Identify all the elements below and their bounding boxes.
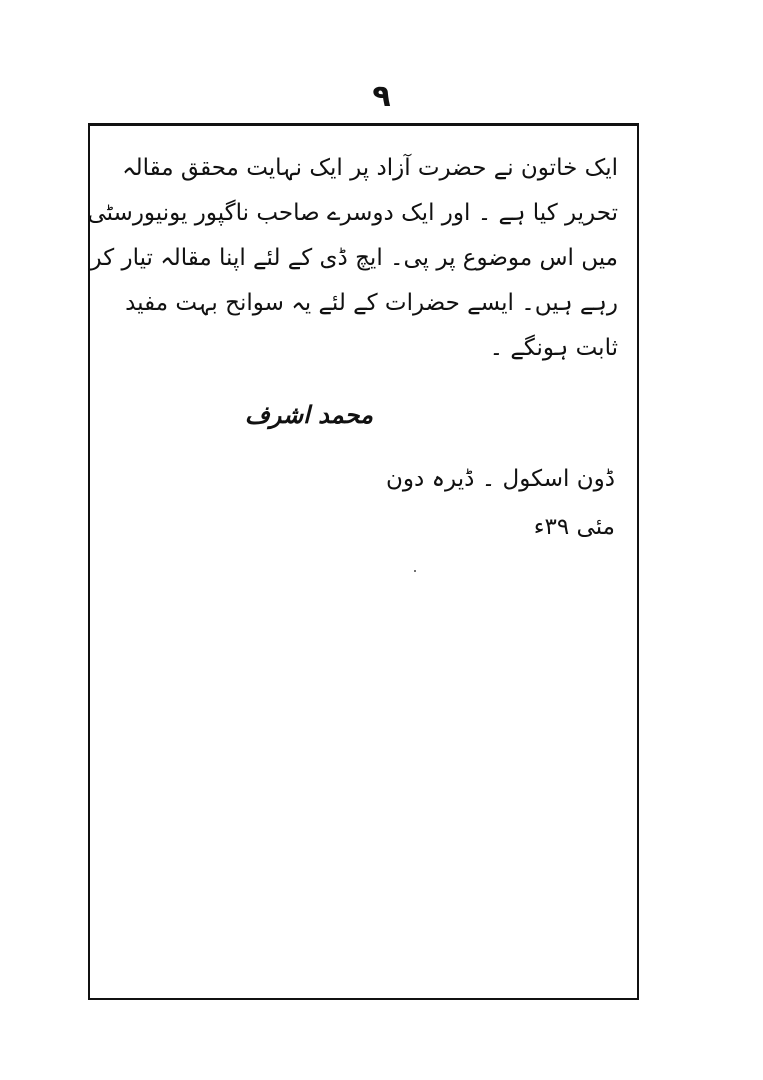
address-place: ڈون اسکول ۔ ڈیرہ دون — [386, 466, 615, 492]
body-line: میں اس موضوع پر پی۔ ایچ ڈی کے لئے اپنا مقالہ تیار کر — [90, 245, 618, 271]
page-number: ۹ — [372, 79, 391, 114]
body-line: رہے ہیں۔ ایسے حضرات کے لئے یہ سوانح بہت مفید — [125, 290, 618, 316]
paper-speck — [414, 570, 416, 572]
body-paragraph — [87, 146, 618, 371]
body-line: ثابت ہونگے ۔ — [489, 335, 618, 361]
body-line: تحریر کیا ہے ۔ اور ایک دوسرے صاحب ناگپور یونیورسٹی — [87, 200, 618, 226]
signature: محمد اشرف — [244, 400, 373, 429]
address-date: مئی ۳۹ء — [533, 514, 615, 540]
body-line: ایک خاتون نے حضرت آزاد پر ایک نہایت محقق مقالہ — [122, 155, 618, 181]
address-block — [386, 455, 615, 551]
